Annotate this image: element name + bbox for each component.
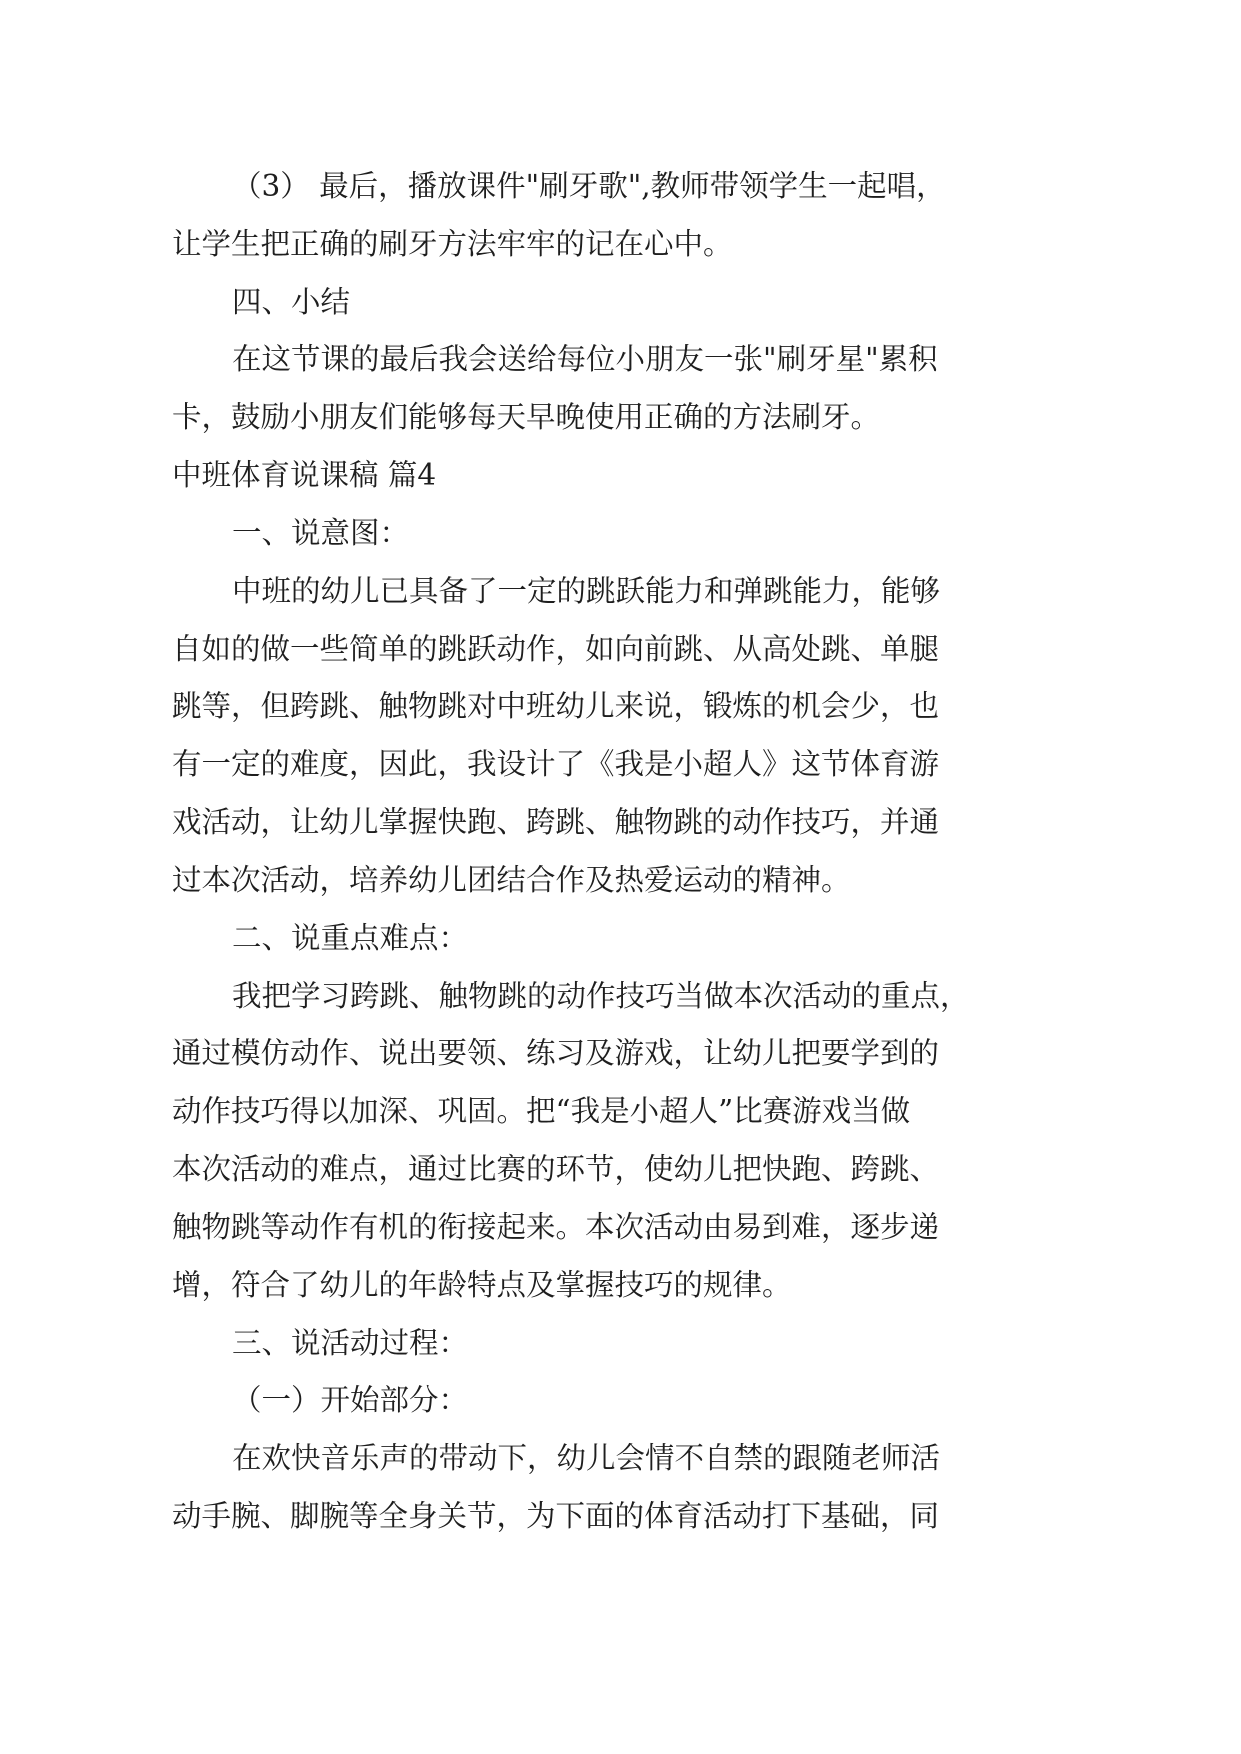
paragraph-line: 卡，鼓励小朋友们能够每天早晚使用正确的方法刷牙。 [172, 400, 881, 435]
paragraph-line: 动手腕、脚腕等全身关节，为下面的体育活动打下基础，同 [172, 1499, 940, 1534]
section-heading: 二、说重点难点： [232, 920, 469, 955]
paragraph-line: 自如的做一些简单的跳跃动作，如向前跳、从高处跳、单腿 [172, 631, 940, 666]
paragraph-line: 在欢快音乐声的带动下，幼儿会情不自禁的跟随老师活 [232, 1441, 941, 1476]
document-body [172, 158, 972, 1546]
subsection-heading: （一）开始部分： [232, 1383, 469, 1418]
paragraph-line: 我把学习跨跳、触物跳的动作技巧当做本次活动的重点， [232, 978, 970, 1013]
section-heading: 四、小结 [232, 284, 351, 319]
paragraph-line: 让学生把正确的刷牙方法牢牢的记在心中。 [172, 226, 733, 261]
paragraph-line: 通过模仿动作、说出要领、练习及游戏，让幼儿把要学到的 [172, 1036, 940, 1071]
paragraph-line: 增，符合了幼儿的年龄特点及掌握技巧的规律。 [172, 1267, 792, 1302]
paragraph-line: 戏活动，让幼儿掌握快跑、跨跳、触物跳的动作技巧，并通 [172, 805, 940, 840]
section-heading: 三、说活动过程： [232, 1325, 469, 1360]
paragraph-line: 本次活动的难点，通过比赛的环节，使幼儿把快跑、跨跳、 [172, 1152, 940, 1187]
paragraph-line: 触物跳等动作有机的衔接起来。本次活动由易到难，逐步递 [172, 1209, 940, 1244]
paragraph-line: 中班的幼儿已具备了一定的跳跃能力和弹跳能力，能够 [232, 573, 941, 608]
article-title: 中班体育说课稿 篇4 [172, 458, 437, 493]
paragraph-line: 动作技巧得以加深、巩固。把“我是小超人”比赛游戏当做 [172, 1094, 911, 1129]
paragraph-line: 过本次活动，培养幼儿团结合作及热爱运动的精神。 [172, 862, 851, 897]
paragraph-line: 有一定的难度，因此，我设计了《我是小超人》这节体育游 [172, 747, 940, 782]
paragraph-line: 在这节课的最后我会送给每位小朋友一张"刷牙星"累积 [232, 342, 938, 377]
section-heading: 一、说意图： [232, 515, 410, 550]
paragraph-line: 跳等，但跨跳、触物跳对中班幼儿来说，锻炼的机会少，也 [172, 689, 940, 724]
paragraph-line: （3） 最后，播放课件"刷牙歌",教师带领学生一起唱， [232, 169, 946, 203]
